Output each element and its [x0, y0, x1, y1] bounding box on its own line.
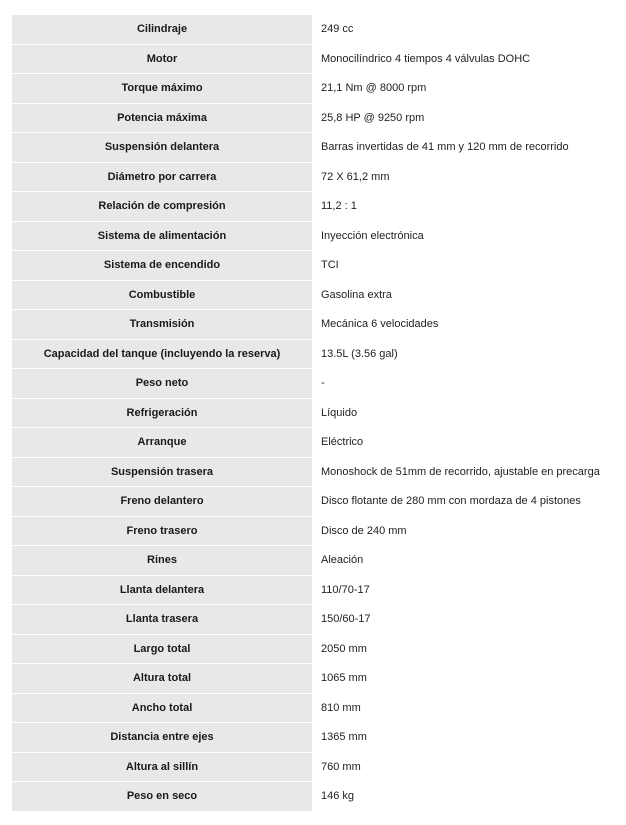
spec-value: Disco de 240 mm: [313, 516, 626, 546]
spec-value: 146 kg: [313, 782, 626, 812]
table-row: [12, 133, 626, 163]
table-row: [12, 664, 626, 694]
spec-label: Cilindraje: [12, 15, 313, 44]
spec-label: Altura al sillín: [12, 752, 313, 782]
spec-value: 21,1 Nm @ 8000 rpm: [313, 74, 626, 104]
table-row: [12, 693, 626, 723]
spec-label: Altura total: [12, 664, 313, 694]
spec-value: Líquido: [313, 398, 626, 428]
spec-label: Refrigeración: [12, 398, 313, 428]
spec-label: Freno delantero: [12, 487, 313, 517]
spec-value: 760 mm: [313, 752, 626, 782]
spec-value: Disco flotante de 280 mm con mordaza de 4 pistones: [313, 487, 626, 517]
spec-label: Potencia máxima: [12, 103, 313, 133]
spec-value: 249 cc: [313, 15, 626, 44]
table-row: [12, 74, 626, 104]
spec-label: Arranque: [12, 428, 313, 458]
table-row: [12, 752, 626, 782]
spec-value: Eléctrico: [313, 428, 626, 458]
spec-label: Combustible: [12, 280, 313, 310]
spec-label: Distancia entre ejes: [12, 723, 313, 753]
spec-label: Torque máximo: [12, 74, 313, 104]
spec-value: Mecánica 6 velocidades: [313, 310, 626, 340]
table-row: [12, 398, 626, 428]
spec-label: Peso en seco: [12, 782, 313, 812]
table-row: [12, 546, 626, 576]
table-row: [12, 487, 626, 517]
spec-label: Motor: [12, 44, 313, 74]
table-row: [12, 575, 626, 605]
spec-value: 150/60-17: [313, 605, 626, 635]
spec-label: Freno trasero: [12, 516, 313, 546]
spec-label: Diámetro por carrera: [12, 162, 313, 192]
table-row: [12, 310, 626, 340]
spec-value: 11,2 : 1: [313, 192, 626, 222]
table-row: [12, 369, 626, 399]
spec-label: Suspensión delantera: [12, 133, 313, 163]
spec-value: Monocilíndrico 4 tiempos 4 válvulas DOHC: [313, 44, 626, 74]
spec-value: -: [313, 369, 626, 399]
table-row: [12, 192, 626, 222]
table-row: [12, 428, 626, 458]
table-row: [12, 634, 626, 664]
spec-value: Inyección electrónica: [313, 221, 626, 251]
spec-value: 110/70-17: [313, 575, 626, 605]
table-row: [12, 103, 626, 133]
spec-value: Monoshock de 51mm de recorrido, ajustable en precarga: [313, 457, 626, 487]
specifications-table-body: [12, 15, 626, 811]
spec-value: 2050 mm: [313, 634, 626, 664]
spec-value: 810 mm: [313, 693, 626, 723]
table-row: [12, 782, 626, 812]
table-row: [12, 516, 626, 546]
table-row: [12, 251, 626, 281]
table-row: [12, 44, 626, 74]
table-row: [12, 162, 626, 192]
spec-value: Gasolina extra: [313, 280, 626, 310]
spec-label: Sistema de encendido: [12, 251, 313, 281]
table-row: [12, 15, 626, 44]
spec-label: Llanta delantera: [12, 575, 313, 605]
spec-value: 25,8 HP @ 9250 rpm: [313, 103, 626, 133]
spec-label: Peso neto: [12, 369, 313, 399]
table-row: [12, 723, 626, 753]
specifications-table: [12, 15, 626, 812]
table-row: [12, 280, 626, 310]
spec-value: 72 X 61,2 mm: [313, 162, 626, 192]
spec-label: Suspensión trasera: [12, 457, 313, 487]
spec-value: 13.5L (3.56 gal): [313, 339, 626, 369]
table-row: [12, 605, 626, 635]
spec-label: Sistema de alimentación: [12, 221, 313, 251]
spec-label: Relación de compresión: [12, 192, 313, 222]
spec-value: 1065 mm: [313, 664, 626, 694]
spec-label: Largo total: [12, 634, 313, 664]
table-row: [12, 457, 626, 487]
spec-value: Barras invertidas de 41 mm y 120 mm de recorrido: [313, 133, 626, 163]
spec-label: Transmisión: [12, 310, 313, 340]
spec-label: Ancho total: [12, 693, 313, 723]
spec-label: Capacidad del tanque (incluyendo la reserva): [12, 339, 313, 369]
table-row: [12, 221, 626, 251]
spec-label: Llanta trasera: [12, 605, 313, 635]
spec-value: 1365 mm: [313, 723, 626, 753]
spec-value: TCI: [313, 251, 626, 281]
spec-label: Rines: [12, 546, 313, 576]
spec-value: Aleación: [313, 546, 626, 576]
table-row: [12, 339, 626, 369]
